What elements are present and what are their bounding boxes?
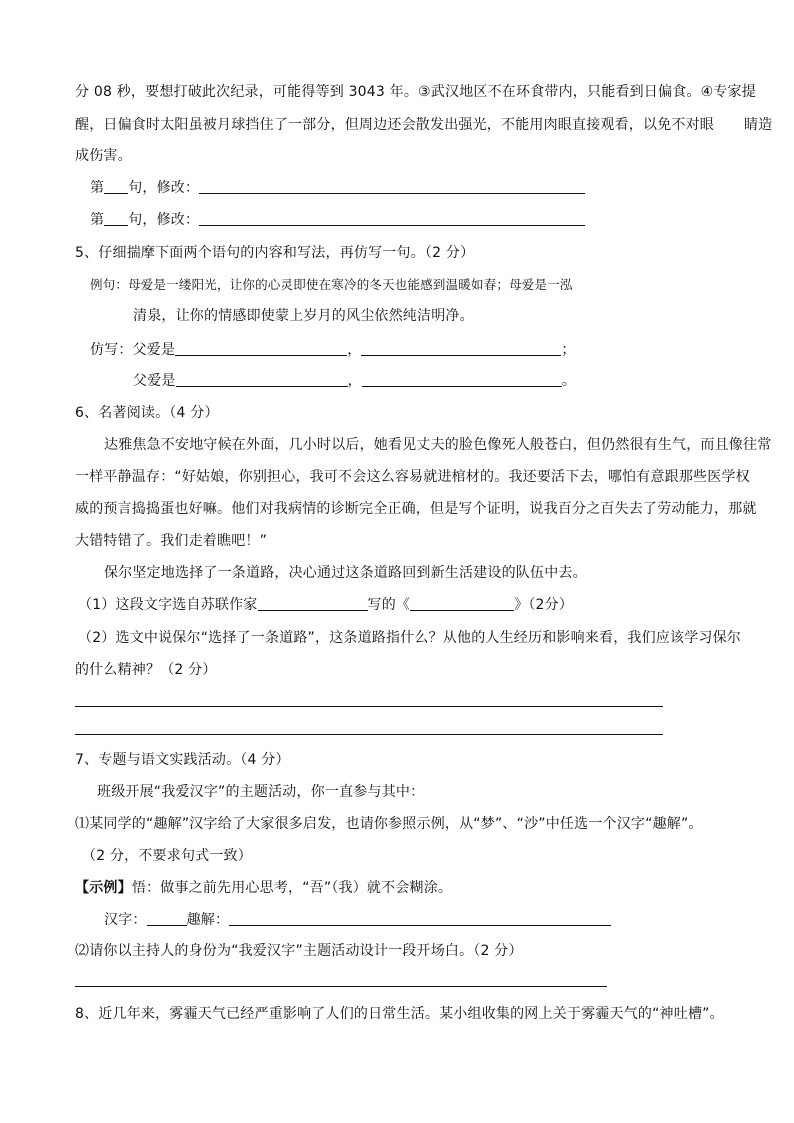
hanzi-label: 汉字： xyxy=(104,912,147,928)
q6-sub-1-text-a: （1）这段文字选自苏联作家 xyxy=(78,597,258,613)
q7-answer-line[interactable] xyxy=(75,986,607,987)
continued-text-line-2-main: 醒，日偏食时太阳虽被月球挡住了一部分，但周边还会散发出强光，不能用肉眼直接观看，以免不对眼 xyxy=(75,117,714,133)
continued-text-line-2 xyxy=(75,115,772,135)
fix-row-1 xyxy=(90,178,585,198)
q5-title: 5、仔细揣摩下面两个语句的内容和写法，再仿写一句。（2 分） xyxy=(75,245,475,261)
q5-father-label: 父爱是 xyxy=(133,373,176,389)
q7-sub-1: ⑴某同学的“趣解”汉字给了大家很多启发，也请你参照示例，从“梦”、“沙”中任选一个汉字“趣解”。 xyxy=(75,816,703,832)
fix-label-suffix: 句，修改： xyxy=(128,212,200,228)
q6-author-blank[interactable] xyxy=(258,596,368,611)
example-tag: 【示例】 xyxy=(75,880,132,896)
q7-sub-1-note: （2 分，不要求句式一致） xyxy=(82,848,252,864)
qujie-blank[interactable] xyxy=(229,911,611,926)
q5-blank-2[interactable] xyxy=(361,341,561,356)
semicolon: ； xyxy=(561,342,576,358)
fix-answer-blank-1[interactable] xyxy=(199,179,585,194)
q6-sub-2-line-2: 的什么精神？（2 分） xyxy=(75,662,217,678)
fix-answer-blank-2[interactable] xyxy=(199,211,585,226)
q6-sub-1-text-b: 写的《 xyxy=(367,597,411,613)
sentence-number-blank-2[interactable] xyxy=(104,211,128,226)
comma: ， xyxy=(347,373,362,389)
q7-answer-row xyxy=(104,910,611,930)
q5-blank-3[interactable] xyxy=(176,372,348,387)
q6-sub-1-text-c: 》（2分） xyxy=(514,597,574,613)
q6-passage-line-3: 威的预言捣捣蛋也好嘛。他们对我病情的诊断完全正确，但是写个证明，说我百分之百失去了劳动能力，那就 xyxy=(75,501,757,517)
example-text: 悟：做事之前先用心思考，“吾”（我）就不会糊涂。 xyxy=(131,880,453,896)
q6-answer-line-1[interactable] xyxy=(75,706,663,707)
continued-text-line-2-end: 睛造 xyxy=(744,117,773,133)
q6-passage-line-2: 一样平静温存：“好姑娘，你别担心，我可不会这么容易就进棺材的。我还要活下去，哪怕有意跟那些医学权 xyxy=(75,469,750,485)
q5-imitate-row-2 xyxy=(133,371,576,391)
q6-passage-line-1: 达雅焦急不安地守候在外面，几小时以后，她看见丈夫的脸色像死人般苍白，但仍然很有生气，而且像往常 xyxy=(104,437,772,453)
period: 。 xyxy=(561,373,577,389)
q5-imitate-row-1 xyxy=(90,340,576,360)
hanzi-blank[interactable] xyxy=(147,911,187,926)
continued-text-line-3: 成伤害。 xyxy=(75,148,132,164)
q6-passage-line-4: 大错特错了。我们走着瞧吧！” xyxy=(75,533,268,549)
sentence-number-blank-1[interactable] xyxy=(104,179,128,194)
q5-blank-1[interactable] xyxy=(175,341,347,356)
fix-label-suffix: 句，修改： xyxy=(128,180,200,196)
comma: ， xyxy=(347,342,362,358)
q6-book-blank[interactable] xyxy=(410,596,514,611)
fix-label-prefix: 第 xyxy=(90,180,105,196)
q6-title: 6、名著阅读。（4 分） xyxy=(75,405,219,421)
q5-example-line-2: 清泉，让你的情感即使蒙上岁月的风尘依然纯洁明净。 xyxy=(133,308,474,324)
fix-row-2 xyxy=(90,210,585,230)
q7-title: 7、专题与语文实践活动。（4 分） xyxy=(75,752,290,768)
q7-example xyxy=(75,878,452,898)
continued-text-line-1: 分 08 秒，要想打破此次纪录，可能得等到 3043 年。③武汉地区不在环食带内，只能看到日偏食。④专家提 xyxy=(75,84,756,100)
q5-blank-4[interactable] xyxy=(362,372,562,387)
q7-sub-2: ⑵请你以主持人的身份为“我爱汉字”主题活动设计一段开场白。（2 分） xyxy=(75,943,523,959)
q7-intro: 班级开展“我爱汉字”的主题活动，你一直参与其中： xyxy=(97,784,425,800)
q6-answer-line-2[interactable] xyxy=(75,734,663,735)
q6-sub-2-line-1: （2）选文中说保尔“选择了一条道路”，这条道路指什么？从他的人生经历和影响来看，我们应该学习保尔 xyxy=(78,630,742,646)
qujie-label: 趣解： xyxy=(186,912,230,928)
q6-sub-1 xyxy=(78,595,573,615)
q6-passage-line-5: 保尔坚定地选择了一条道路，决心通过这条道路回到新生活建设的队伍中去。 xyxy=(104,565,587,581)
q5-example-line-1: 例句：母爱是一缕阳光，让你的心灵即使在寒冷的冬天也能感到温暖如春；母爱是一泓 xyxy=(90,277,573,292)
q8-title: 8、近几年来，雾霾天气已经严重影响了人们的日常生活。某小组收集的网上关于雾霾天气的“神吐槽”。 xyxy=(75,1006,724,1022)
q5-imitate-label: 仿写：父爱是 xyxy=(90,342,176,358)
fix-label-prefix: 第 xyxy=(90,212,105,228)
